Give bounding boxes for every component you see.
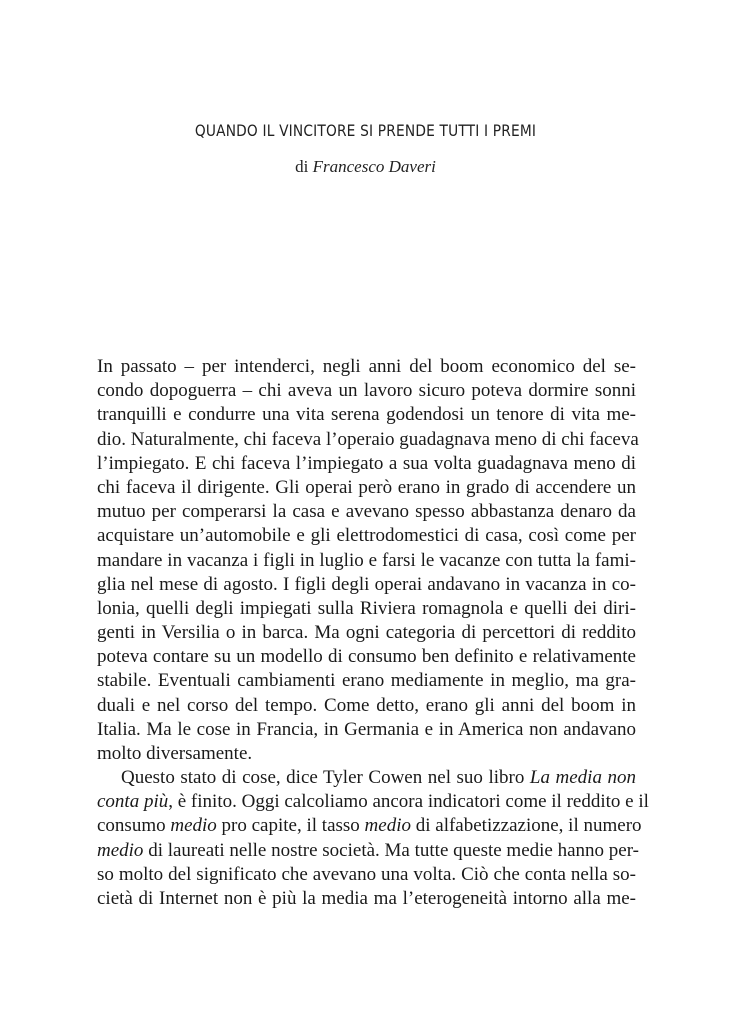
text-run: di laureati nelle nostre società. Ma tutte queste medie hanno per- xyxy=(143,839,639,861)
text-line: so molto del significato che avevano una volta. Ciò che conta nella so- xyxy=(97,863,636,885)
text-line: stabile. Eventuali cambiamenti erano mediamente in meglio, ma gra- xyxy=(97,670,636,692)
text-line xyxy=(97,814,642,838)
emphasis-run: medio xyxy=(97,839,144,861)
text-line: In passato – per intenderci, negli anni del boom economico del se- xyxy=(97,356,636,377)
text-line: chi faceva il dirigente. Gli operai però erano in grado di accendere un xyxy=(97,476,636,498)
paragraph-2 xyxy=(97,766,649,911)
text-line: l’impiegato. E chi faceva l’impiegato a sua volta guadagnava meno di xyxy=(97,452,636,474)
text-line: acquistare un’automobile e gli elettrodomestici di casa, così come per xyxy=(97,525,636,547)
text-run: di alfabetizzazione, il numero xyxy=(410,815,642,837)
emphasis-run: medio xyxy=(364,815,411,837)
author-name: Francesco Daveri xyxy=(312,157,436,176)
byline-prefix: di xyxy=(295,157,309,176)
text-line: Italia. Ma le cose in Francia, in Germania e in America non andavano xyxy=(97,718,636,740)
book-title-run: conta più xyxy=(97,791,169,813)
text-line: cietà di Internet non è più la media ma l’eterogeneità intorno alla me- xyxy=(97,887,636,909)
text-run: , è finito. Oggi calcoliamo ancora indicatori come il reddito e il xyxy=(168,791,649,813)
text-line: molto diversamente. xyxy=(97,743,253,764)
text-line: dio. Naturalmente, chi faceva l’operaio guadagnava meno di chi faceva xyxy=(97,428,639,450)
book-title-run: La media non xyxy=(529,767,636,788)
text-line: condo dopoguerra – chi aveva un lavoro sicuro poteva dormire sonni xyxy=(97,380,636,402)
text-line: duali e nel corso del tempo. Come detto, erano gli anni del boom in xyxy=(97,694,636,716)
text-run: Questo stato di cose, dice Tyler Cowen nel suo libro xyxy=(121,767,530,788)
byline xyxy=(0,157,731,177)
text-line xyxy=(97,839,639,863)
text-line: mutuo per comperarsi la casa e avevano spesso abbastanza denaro da xyxy=(97,501,636,523)
emphasis-run: medio xyxy=(170,815,217,837)
text-run: consumo xyxy=(97,815,171,837)
text-line: tranquilli e condurre una vita serena godendosi un tenore di vita me- xyxy=(97,404,636,426)
text-line: poteva contare su un modello di consumo ben definito e relativamente xyxy=(97,646,636,668)
text-line xyxy=(97,790,649,814)
text-line: genti in Versilia o in barca. Ma ogni categoria di percettori di reddito xyxy=(97,622,636,644)
text-line: mandare in vacanza i figli in luglio e farsi le vacanze con tutta la fami- xyxy=(97,549,636,571)
chapter-title: QUANDO IL VINCITORE SI PRENDE TUTTI I PREMI xyxy=(194,121,537,140)
text-run: pro capite, il tasso xyxy=(216,815,365,837)
text-line: lonia, quelli degli impiegati sulla Riviera romagnola e quelli dei diri- xyxy=(97,597,636,619)
text-line xyxy=(97,766,636,790)
paragraph-1 xyxy=(97,355,639,766)
text-line: glia nel mese di agosto. I figli degli operai andavano in vacanza in co- xyxy=(97,573,636,595)
